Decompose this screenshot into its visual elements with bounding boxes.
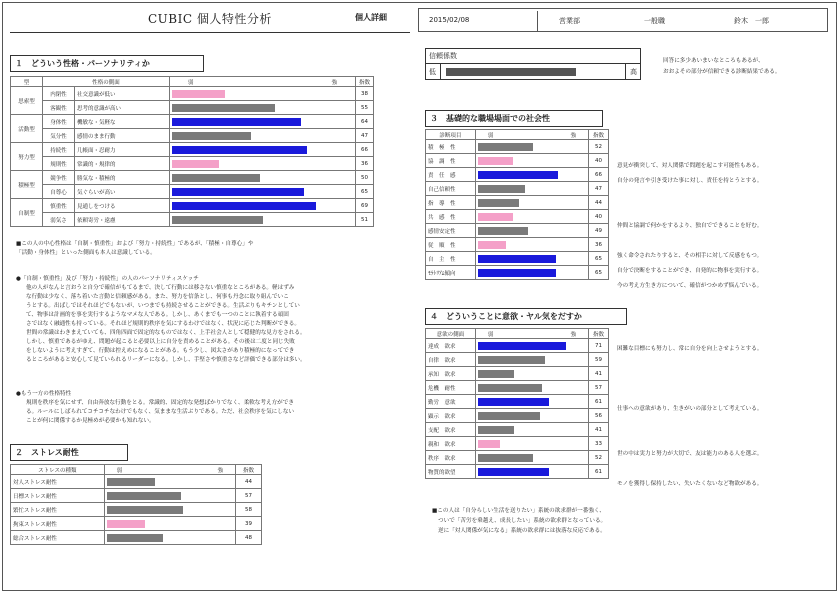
col-scale xyxy=(475,329,588,339)
trait-name: 内閉性 xyxy=(43,87,75,101)
score-bar xyxy=(478,468,549,476)
row-comment xyxy=(617,432,832,447)
score-bar xyxy=(478,227,528,235)
bar-cell xyxy=(170,101,356,115)
trait-desc: 見通しをつける xyxy=(75,199,170,213)
scale-strong: 強 xyxy=(331,80,337,86)
bar-cell xyxy=(475,266,588,280)
row-comment: 意見が衝突して、対人関係で問題を起こす可能性もある。 xyxy=(617,163,763,169)
trait-row xyxy=(11,171,374,185)
score-label: 指 導 性 xyxy=(426,196,476,210)
sketch-title: ●「自制・慎重性」及び「努力・持続性」の人のパーソナリティスケッチ xyxy=(16,276,199,282)
score-row xyxy=(426,395,609,409)
score-label: 協 調 性 xyxy=(426,154,476,168)
bar-cell xyxy=(475,252,588,266)
score-row xyxy=(11,517,262,531)
department: 営業部 xyxy=(559,17,580,25)
trait-bar xyxy=(172,174,260,182)
row-comment: 世の中は実力と努力が大切で、友は能力のある人を選ぶ。 xyxy=(617,451,763,457)
bar-cell xyxy=(104,531,235,545)
bar-cell xyxy=(170,213,356,227)
score-bar xyxy=(478,185,525,193)
trait-desc: 常識的・規律的 xyxy=(75,157,170,171)
col-side: 性格の側面 xyxy=(43,77,170,87)
trait-row xyxy=(11,115,374,129)
row-comment: 困難な目標にも努力し、常に自分を向上させようとする。 xyxy=(617,346,763,352)
bar-cell xyxy=(475,140,588,154)
person-name: 鈴木 一郎 xyxy=(734,17,769,25)
row-comment xyxy=(617,372,832,387)
row-comment xyxy=(617,189,832,204)
score-index: 39 xyxy=(236,517,262,531)
header-info-box xyxy=(418,8,828,32)
score-row xyxy=(426,437,609,451)
bar-cell xyxy=(475,168,588,182)
row-comment xyxy=(617,462,832,477)
score-bar xyxy=(478,269,556,277)
trait-row xyxy=(11,213,374,227)
trait-index: 69 xyxy=(356,199,374,213)
score-label: 親和 欲求 xyxy=(426,437,476,451)
score-index: 36 xyxy=(589,238,609,252)
score-row xyxy=(426,154,609,168)
bar-cell xyxy=(170,157,356,171)
score-label: 責 任 感 xyxy=(426,168,476,182)
score-bar xyxy=(478,398,549,406)
score-index: 65 xyxy=(589,252,609,266)
bar-cell xyxy=(475,451,588,465)
reliability-box xyxy=(425,48,641,80)
score-index: 61 xyxy=(589,395,609,409)
score-label: 感情安定性 xyxy=(426,224,476,238)
trait-desc: 気ぐらいが高い xyxy=(75,185,170,199)
header-divider xyxy=(10,32,410,33)
summary-line: 「活動・身体性」といった側面も本人は意識している。 xyxy=(16,250,156,256)
score-row xyxy=(426,252,609,266)
section4-title: ４ どういうことに意欲・ヤル気をだすか xyxy=(425,308,627,325)
bar-cell xyxy=(170,87,356,101)
text-line: 世間の常識はわきまえていても、四角四面で固定的なものではなく、上手社会人として穏健的な見方をされる。 xyxy=(26,330,306,336)
score-index: 47 xyxy=(589,182,609,196)
trait-row xyxy=(11,199,374,213)
trait-index: 65 xyxy=(356,185,374,199)
bar-cell xyxy=(475,238,588,252)
score-index: 44 xyxy=(589,196,609,210)
section3-comments xyxy=(617,144,832,294)
trait-index: 38 xyxy=(356,87,374,101)
section1-title: １ どういう性格・パーソナリティか xyxy=(10,55,204,72)
trait-desc: 勝気な・積極的 xyxy=(75,171,170,185)
score-bar xyxy=(478,426,514,434)
score-row xyxy=(426,196,609,210)
row-comment xyxy=(617,357,832,372)
summary-line: ■この人の中心性格は「自制・慎重性」および「努力・持続性」であるが、「積極・自尊心」や xyxy=(16,241,254,247)
score-bar xyxy=(478,199,520,207)
score-index: 41 xyxy=(589,423,609,437)
score-index: 41 xyxy=(589,367,609,381)
row-comment: 仲間と協調で何かをするより、独自でできることを好む。 xyxy=(617,223,763,229)
score-index: 56 xyxy=(589,409,609,423)
text-line: ことが何に関係するか見極めが必要かも知れない。 xyxy=(26,418,155,424)
score-row xyxy=(426,353,609,367)
section1-summary xyxy=(16,240,253,258)
score-index: 66 xyxy=(589,168,609,182)
latent-traits xyxy=(16,390,294,426)
text-line: る。ルールにしばられてコチコチなわけでもなく、気ままな生活ぶりである。ただ、社会秩序を気にしない xyxy=(26,409,295,415)
score-index: 40 xyxy=(589,154,609,168)
report-subtitle: 個人詳細 xyxy=(355,13,387,22)
row-comment xyxy=(617,144,832,159)
bar-cell xyxy=(475,196,588,210)
bar-cell xyxy=(475,409,588,423)
scale-strong: 強 xyxy=(570,332,577,338)
score-row xyxy=(426,238,609,252)
trait-name: 競争性 xyxy=(43,171,75,185)
score-index: 33 xyxy=(589,437,609,451)
trait-index: 64 xyxy=(356,115,374,129)
scale-right-edge xyxy=(625,64,626,79)
section3-table xyxy=(425,129,609,280)
score-bar xyxy=(478,157,513,165)
section2-title: ２ ストレス耐性 xyxy=(10,444,128,461)
score-row xyxy=(426,168,609,182)
reliability-low: 低 xyxy=(429,68,436,76)
score-row xyxy=(11,489,262,503)
summary-line: ついで「苦労を乗越え、成長したい」系統の欲求群となっている。 xyxy=(438,518,607,524)
bar-cell xyxy=(475,154,588,168)
score-index: 49 xyxy=(589,224,609,238)
trait-name: 身体性 xyxy=(43,115,75,129)
score-index: 52 xyxy=(589,451,609,465)
score-index: 57 xyxy=(589,381,609,395)
bar-cell xyxy=(475,353,588,367)
personality-sketch xyxy=(16,275,306,365)
col-scale xyxy=(475,130,588,140)
trait-index: 66 xyxy=(356,143,374,157)
text-line: うとする。出ばしではそれほどでもないが、いつまでも持続させることができる。生活ぶりもキチンとしてい xyxy=(26,303,300,309)
trait-name: 弱気さ xyxy=(43,213,75,227)
reliability-title: 信頼係数 xyxy=(425,48,641,64)
scale-weak: 弱 xyxy=(487,332,494,338)
row-comment xyxy=(617,387,832,402)
trait-name: 持続性 xyxy=(43,143,75,157)
score-index: 71 xyxy=(589,339,609,353)
score-row xyxy=(426,367,609,381)
trait-bar xyxy=(172,202,316,210)
trait-index: 36 xyxy=(356,157,374,171)
score-index: 48 xyxy=(236,531,262,545)
scale-weak: 弱 xyxy=(188,80,194,86)
trait-name: 自尊心 xyxy=(43,185,75,199)
trait-row xyxy=(11,157,374,171)
bar-cell xyxy=(475,182,588,196)
trait-bar xyxy=(172,146,307,154)
score-row xyxy=(426,339,609,353)
text-line: しかし、慎重であるがゆえ、問題が起こると必要以上に自分を責めることがある。その後は二度と同じ失敗 xyxy=(26,339,295,345)
score-label: 総合ストレス耐性 xyxy=(11,531,105,545)
job-position: 一般職 xyxy=(644,17,665,25)
trait-row xyxy=(11,101,374,115)
reliability-comment xyxy=(663,56,780,78)
text-line: をしないように考えすぎて、行動は控えめになることがある。もう少し、図太さがあり積極的になってでき xyxy=(26,348,295,354)
bar-cell xyxy=(104,517,235,531)
col-index: 指数 xyxy=(589,130,609,140)
score-bar xyxy=(478,213,513,221)
score-row xyxy=(426,210,609,224)
scale-weak: 弱 xyxy=(116,468,123,474)
bar-cell xyxy=(475,339,588,353)
score-row xyxy=(426,182,609,196)
bar-cell xyxy=(170,171,356,185)
row-comment: 強く命令されたりすると、その相手に対して反感をもつ。 xyxy=(617,253,763,259)
bar-cell xyxy=(475,381,588,395)
comment-line: 回答に多少あいまいなところもあるが、 xyxy=(663,58,764,64)
trait-bar xyxy=(172,188,304,196)
trait-bar xyxy=(172,132,251,140)
score-bar xyxy=(107,534,163,542)
row-comment: 今の考え方生き方について、確信がつかめず悩んでいる。 xyxy=(617,283,763,289)
bar-cell xyxy=(104,503,235,517)
row-comment: 自分で決断をすることができ、自発的に物事を実行する。 xyxy=(617,268,763,274)
score-index: 61 xyxy=(589,465,609,479)
trait-desc: 几帳面・忍耐力 xyxy=(75,143,170,157)
text-line: 規則を秩序を気にせず、自由奔放な行動をとる。常識的、固定的な発想ばかりでなく、柔軟な考え方ができ xyxy=(26,400,294,406)
score-row xyxy=(11,503,262,517)
trait-name: 慎重性 xyxy=(43,199,75,213)
trait-desc: 依頼寄労・遠慮 xyxy=(75,213,170,227)
col-index: 指数 xyxy=(589,329,609,339)
score-label: 物質的欲望 xyxy=(426,465,476,479)
bar-cell xyxy=(170,199,356,213)
score-label: 自 主 性 xyxy=(426,252,476,266)
summary-line: 逆に「対人関係が気になる」系統の欲求群には抜落な反応である。 xyxy=(438,528,606,534)
row-comment: モノを獲得し保持したい、失いたくないなど物欲がある。 xyxy=(617,481,763,487)
reliability-bar xyxy=(446,68,576,76)
score-index: 58 xyxy=(236,503,262,517)
text-line: るところがあると安心して見ていられるリーダーになる。しかし、手堅さや慎重さなど評価できる部分は多い。 xyxy=(26,357,306,363)
type-label: 思索型 xyxy=(11,87,43,115)
scale-weak: 弱 xyxy=(487,133,494,139)
score-index: 40 xyxy=(589,210,609,224)
score-index: 59 xyxy=(589,353,609,367)
col-scale xyxy=(170,77,356,87)
trait-name: 規則性 xyxy=(43,157,75,171)
type-label: 努力型 xyxy=(11,143,43,171)
score-bar xyxy=(107,506,183,514)
trait-desc: 思考的意識が高い xyxy=(75,101,170,115)
bar-cell xyxy=(475,224,588,238)
score-index: 65 xyxy=(589,266,609,280)
score-label: 支配 欲求 xyxy=(426,423,476,437)
row-comment xyxy=(617,204,832,219)
score-bar xyxy=(478,171,558,179)
score-label: 日標ストレス耐性 xyxy=(11,489,105,503)
score-row xyxy=(426,465,609,479)
trait-desc: 感情のまま行動 xyxy=(75,129,170,143)
reliability-high: 高 xyxy=(630,68,637,76)
score-label: 拘束ストレス耐性 xyxy=(11,517,105,531)
bar-cell xyxy=(104,489,235,503)
score-label: 顕示 欲求 xyxy=(426,409,476,423)
col-index: 指数 xyxy=(236,465,262,475)
section4-summary xyxy=(432,506,606,536)
row-comment: 仕事への意欲があり、生きがいの部分として考えている。 xyxy=(617,406,763,412)
text-line: 他の人がなんと言おうと自分で確信がもてるまで、決して行動には移さない慎重なところがある。軽はずみ xyxy=(26,285,295,291)
score-index: 57 xyxy=(236,489,262,503)
score-label: 秩序 欲求 xyxy=(426,451,476,465)
bar-cell xyxy=(170,129,356,143)
score-bar xyxy=(478,454,533,462)
text-line: て、物事は計画的を事を実行するようなマメな人である。しかし、あくまでも一つのことに執着する頑固 xyxy=(26,312,289,318)
section4-table xyxy=(425,328,609,479)
bar-cell xyxy=(475,437,588,451)
trait-index: 50 xyxy=(356,171,374,185)
trait-desc: 機敏な・気軽な xyxy=(75,115,170,129)
trait-name: 客観性 xyxy=(43,101,75,115)
trait-row xyxy=(11,87,374,101)
score-label: 承知 欲求 xyxy=(426,367,476,381)
score-label: 達成 欲求 xyxy=(426,339,476,353)
score-row xyxy=(426,409,609,423)
score-label: 対人ストレス耐性 xyxy=(11,475,105,489)
score-row xyxy=(426,451,609,465)
col-item: 診断項目 xyxy=(426,130,476,140)
row-comment: 自分の発言や引き受けた事に対し、責任を持とうとする。 xyxy=(617,178,763,184)
trait-bar xyxy=(172,160,219,168)
trait-bar xyxy=(172,90,225,98)
header-separator xyxy=(537,11,538,31)
score-bar xyxy=(107,478,155,486)
bar-cell xyxy=(475,465,588,479)
bar-cell xyxy=(170,143,356,157)
score-label: 危機 耐性 xyxy=(426,381,476,395)
score-bar xyxy=(107,492,181,500)
trait-row xyxy=(11,129,374,143)
section3-title: ３ 基礎的な職場場面での社会性 xyxy=(425,110,603,127)
score-bar xyxy=(478,143,533,151)
text-line: さではなく融通性も持っている。それほど規則的秩序を気にするわけではなく、状況に応じた判断ができる。 xyxy=(26,321,300,327)
score-label: 自律 欲求 xyxy=(426,353,476,367)
type-label: 活動型 xyxy=(11,115,43,143)
section4-comments xyxy=(617,342,832,492)
trait-bar xyxy=(172,216,263,224)
col-type: 型 xyxy=(11,77,43,87)
bar-cell xyxy=(170,115,356,129)
trait-row xyxy=(11,143,374,157)
score-bar xyxy=(478,255,556,263)
score-bar xyxy=(478,342,566,350)
bar-cell xyxy=(475,210,588,224)
trait-name: 気分性 xyxy=(43,129,75,143)
row-comment xyxy=(617,234,832,249)
type-label: 積極型 xyxy=(11,171,43,199)
score-row xyxy=(426,423,609,437)
score-label: 自己信頼性 xyxy=(426,182,476,196)
score-row xyxy=(11,531,262,545)
score-bar xyxy=(478,241,506,249)
bar-cell xyxy=(104,475,235,489)
score-bar xyxy=(478,384,542,392)
col-item: 意欲の側面 xyxy=(426,329,476,339)
trait-index: 55 xyxy=(356,101,374,115)
bar-cell xyxy=(170,185,356,199)
trait-bar xyxy=(172,104,275,112)
scale-strong: 強 xyxy=(570,133,577,139)
report-title: CUBIC 個人特性分析 xyxy=(148,12,272,26)
score-label: ﾓﾗﾄﾘｱﾑ傾向 xyxy=(426,266,476,280)
score-row xyxy=(426,140,609,154)
score-bar xyxy=(107,520,145,528)
score-label: 繁忙ストレス耐性 xyxy=(11,503,105,517)
latent-title: ●もう一方の性格特性 xyxy=(16,391,72,397)
score-row xyxy=(426,381,609,395)
bar-cell xyxy=(475,423,588,437)
summary-line: ■この人は「自分らしい生活を送りたい」系統の欲求群が一番強く、 xyxy=(432,508,605,514)
text-line: な行動は少なく、落ち着いた言動と信頼感がある。また、努力を信条とし、何事も丹念に取り組んでいこ xyxy=(26,294,289,300)
bar-cell xyxy=(475,395,588,409)
type-label: 自制型 xyxy=(11,199,43,227)
trait-bar xyxy=(172,118,301,126)
row-comment xyxy=(617,417,832,432)
score-label: 従 順 性 xyxy=(426,238,476,252)
score-bar xyxy=(478,412,540,420)
trait-desc: 社交意識が低い xyxy=(75,87,170,101)
score-index: 44 xyxy=(236,475,262,489)
col-index: 指数 xyxy=(356,77,374,87)
col-stress-type: ストレスの種類 xyxy=(11,465,105,475)
reliability-scale xyxy=(425,64,641,80)
report-date: 2015/02/08 xyxy=(429,16,470,24)
scale-strong: 強 xyxy=(217,468,224,474)
score-bar xyxy=(478,370,514,378)
trait-index: 47 xyxy=(356,129,374,143)
section2-table xyxy=(10,464,262,545)
col-scale xyxy=(104,465,235,475)
score-row xyxy=(11,475,262,489)
section1-table xyxy=(10,76,374,227)
score-row xyxy=(426,266,609,280)
score-row xyxy=(426,224,609,238)
trait-row xyxy=(11,185,374,199)
score-index: 52 xyxy=(589,140,609,154)
score-bar xyxy=(478,440,501,448)
trait-index: 51 xyxy=(356,213,374,227)
comment-line: おおよその部分が信頼できる診断結果である。 xyxy=(663,69,781,75)
bar-cell xyxy=(475,367,588,381)
score-label: 積 極 性 xyxy=(426,140,476,154)
score-bar xyxy=(478,356,546,364)
score-label: 共 感 性 xyxy=(426,210,476,224)
scale-left-edge xyxy=(440,64,441,79)
score-label: 勤労 意欲 xyxy=(426,395,476,409)
